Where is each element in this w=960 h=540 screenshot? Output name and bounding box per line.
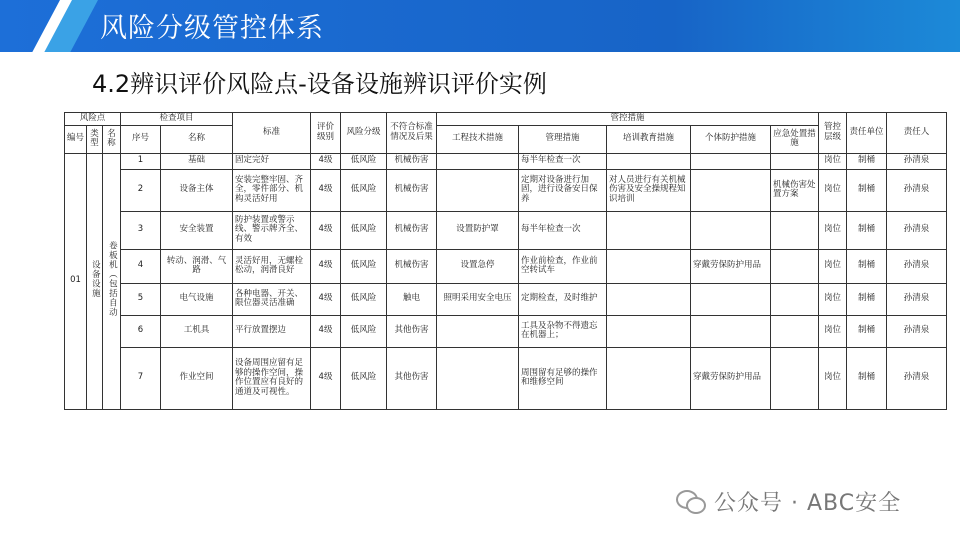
cell-management: 作业前检查，作业前空转试车 xyxy=(519,249,607,283)
cell-item: 工机具 xyxy=(161,315,233,347)
cell-ppe: 穿戴劳保防护用品 xyxy=(691,347,771,409)
cell-consequence: 机械伤害 xyxy=(387,169,437,211)
header-emergency: 应急处置措施 xyxy=(771,125,819,153)
watermark-text: 公众号 · ABC安全 xyxy=(714,490,902,516)
cell-training xyxy=(607,283,691,315)
cell-emergency xyxy=(771,315,819,347)
cell-item: 设备主体 xyxy=(161,169,233,211)
cell-level: 岗位 xyxy=(819,315,847,347)
cell-training xyxy=(607,315,691,347)
cell-engineering xyxy=(437,315,519,347)
cell-eval: 4级 xyxy=(311,169,341,211)
cell-eval: 4级 xyxy=(311,249,341,283)
cell-consequence: 机械伤害 xyxy=(387,249,437,283)
cell-level: 岗位 xyxy=(819,169,847,211)
cell-risk: 低风险 xyxy=(341,347,387,409)
header xyxy=(0,0,960,52)
header-control-measures: 管控措施 xyxy=(437,113,819,126)
risk-assessment-table xyxy=(64,112,947,410)
group-header-row xyxy=(65,113,947,126)
risk-point-name-text: 卷板机（包括自动 xyxy=(107,241,118,318)
cell-seq: 2 xyxy=(121,169,161,211)
cell-risk: 低风险 xyxy=(341,211,387,249)
cell-engineering: 设置防护罩 xyxy=(437,211,519,249)
cell-seq: 5 xyxy=(121,283,161,315)
header-type: 类型 xyxy=(87,125,103,153)
cell-person: 孙清泉 xyxy=(887,211,947,249)
cell-standard: 灵活好用，无螺栓松动，润滑良好 xyxy=(233,249,311,283)
table-row xyxy=(65,169,947,211)
watermark xyxy=(676,485,901,517)
cell-engineering xyxy=(437,169,519,211)
cell-level: 岗位 xyxy=(819,153,847,169)
cell-standard: 防护装置或警示线、警示牌齐全、有效 xyxy=(233,211,311,249)
cell-emergency xyxy=(771,347,819,409)
cell-standard: 设备周围应留有足够的操作空间，操作位置应有良好的通道及可视性。 xyxy=(233,347,311,409)
cell-ppe xyxy=(691,211,771,249)
risk-table-container xyxy=(64,112,946,410)
cell-item: 电气设施 xyxy=(161,283,233,315)
cell-engineering: 照明采用安全电压 xyxy=(437,283,519,315)
risk-point-type-text: 设备设施 xyxy=(90,260,101,299)
cell-management: 每半年检查一次 xyxy=(519,211,607,249)
cell-engineering xyxy=(437,153,519,169)
risk-point-name xyxy=(103,153,121,409)
header-risk-point: 风险点 xyxy=(65,113,121,126)
risk-point-type xyxy=(87,153,103,409)
table-row xyxy=(65,249,947,283)
cell-emergency xyxy=(771,249,819,283)
header-resp-person: 责任人 xyxy=(887,113,947,154)
cell-seq: 4 xyxy=(121,249,161,283)
cell-consequence: 触电 xyxy=(387,283,437,315)
cell-emergency xyxy=(771,211,819,249)
header-code: 编号 xyxy=(65,125,87,153)
cell-person: 孙清泉 xyxy=(887,249,947,283)
cell-level: 岗位 xyxy=(819,347,847,409)
cell-person: 孙清泉 xyxy=(887,315,947,347)
cell-eval: 4级 xyxy=(311,211,341,249)
cell-level: 岗位 xyxy=(819,249,847,283)
cell-eval: 4级 xyxy=(311,283,341,315)
table-row xyxy=(65,315,947,347)
cell-level: 岗位 xyxy=(819,211,847,249)
cell-ppe xyxy=(691,169,771,211)
cell-eval: 4级 xyxy=(311,347,341,409)
cell-emergency: 机械伤害处置方案 xyxy=(771,169,819,211)
cell-seq: 6 xyxy=(121,315,161,347)
table-row xyxy=(65,347,947,409)
cell-training xyxy=(607,347,691,409)
header-risk-level: 风险分级 xyxy=(341,113,387,154)
header-resp-unit: 责任单位 xyxy=(847,113,887,154)
cell-ppe xyxy=(691,153,771,169)
cell-unit: 制桶 xyxy=(847,315,887,347)
cell-unit: 制桶 xyxy=(847,153,887,169)
cell-item: 基础 xyxy=(161,153,233,169)
cell-emergency xyxy=(771,283,819,315)
cell-unit: 制桶 xyxy=(847,283,887,315)
cell-seq: 3 xyxy=(121,211,161,249)
header-management: 管理措施 xyxy=(519,125,607,153)
cell-standard: 固定完好 xyxy=(233,153,311,169)
cell-risk: 低风险 xyxy=(341,169,387,211)
cell-seq: 1 xyxy=(121,153,161,169)
cell-level: 岗位 xyxy=(819,283,847,315)
cell-management: 工具及杂物不得遗忘在机器上； xyxy=(519,315,607,347)
table-row xyxy=(65,211,947,249)
cell-consequence: 机械伤害 xyxy=(387,153,437,169)
cell-management: 定期对设备进行加固，进行设备安日保养 xyxy=(519,169,607,211)
header-standard: 标准 xyxy=(233,113,311,154)
header-engineering: 工程技术措施 xyxy=(437,125,519,153)
cell-engineering xyxy=(437,347,519,409)
cell-eval: 4级 xyxy=(311,153,341,169)
cell-person: 孙清泉 xyxy=(887,283,947,315)
cell-management: 每半年检查一次 xyxy=(519,153,607,169)
cell-consequence: 其他伤害 xyxy=(387,315,437,347)
cell-risk: 低风险 xyxy=(341,315,387,347)
cell-standard: 各种电器、开关、限位器灵活准确 xyxy=(233,283,311,315)
cell-consequence: 其他伤害 xyxy=(387,347,437,409)
wechat-icon xyxy=(676,488,706,514)
cell-training xyxy=(607,153,691,169)
cell-standard: 平行放置摆边 xyxy=(233,315,311,347)
cell-item: 安全装置 xyxy=(161,211,233,249)
header-control-level: 管控层级 xyxy=(819,113,847,154)
cell-unit: 制桶 xyxy=(847,249,887,283)
cell-risk: 低风险 xyxy=(341,283,387,315)
cell-unit: 制桶 xyxy=(847,347,887,409)
cell-eval: 4级 xyxy=(311,315,341,347)
cell-management: 定期检查，及时维护 xyxy=(519,283,607,315)
cell-ppe xyxy=(691,315,771,347)
risk-point-code-text: 01 xyxy=(70,275,81,286)
header-consequence: 不符合标准情况及后果 xyxy=(387,113,437,154)
column-header-row xyxy=(65,125,947,153)
cell-ppe: 穿戴劳保防护用品 xyxy=(691,249,771,283)
header-training: 培训教育措施 xyxy=(607,125,691,153)
header-title: 风险分级管控体系 xyxy=(100,13,324,44)
header-item-name: 名称 xyxy=(161,125,233,153)
table-body xyxy=(65,153,947,409)
table-row xyxy=(65,283,947,315)
cell-training xyxy=(607,211,691,249)
cell-consequence: 机械伤害 xyxy=(387,211,437,249)
cell-person: 孙清泉 xyxy=(887,153,947,169)
header-eval-level: 评价级别 xyxy=(311,113,341,154)
cell-management: 周围留有足够的操作和维修空间 xyxy=(519,347,607,409)
cell-item: 作业空间 xyxy=(161,347,233,409)
header-ppe: 个体防护措施 xyxy=(691,125,771,153)
cell-standard: 安装完整牢固、齐全，零件部分、机构灵活好用 xyxy=(233,169,311,211)
cell-person: 孙清泉 xyxy=(887,169,947,211)
slide-subtitle: 4.2辨识评价风险点-设备设施辨识评价实例 xyxy=(92,70,547,98)
header-seq: 序号 xyxy=(121,125,161,153)
cell-item: 转动、润滑、气路 xyxy=(161,249,233,283)
header-check-item: 检查项目 xyxy=(121,113,233,126)
cell-training: 对人员进行有关机械伤害及安全操规程知识培训 xyxy=(607,169,691,211)
cell-emergency xyxy=(771,153,819,169)
header-name: 名称 xyxy=(103,125,121,153)
cell-engineering: 设置急停 xyxy=(437,249,519,283)
cell-unit: 制桶 xyxy=(847,169,887,211)
cell-risk: 低风险 xyxy=(341,249,387,283)
risk-point-code xyxy=(65,153,87,409)
cell-seq: 7 xyxy=(121,347,161,409)
cell-unit: 制桶 xyxy=(847,211,887,249)
cell-ppe xyxy=(691,283,771,315)
cell-risk: 低风险 xyxy=(341,153,387,169)
cell-training xyxy=(607,249,691,283)
cell-person: 孙清泉 xyxy=(887,347,947,409)
table-row xyxy=(65,153,947,169)
